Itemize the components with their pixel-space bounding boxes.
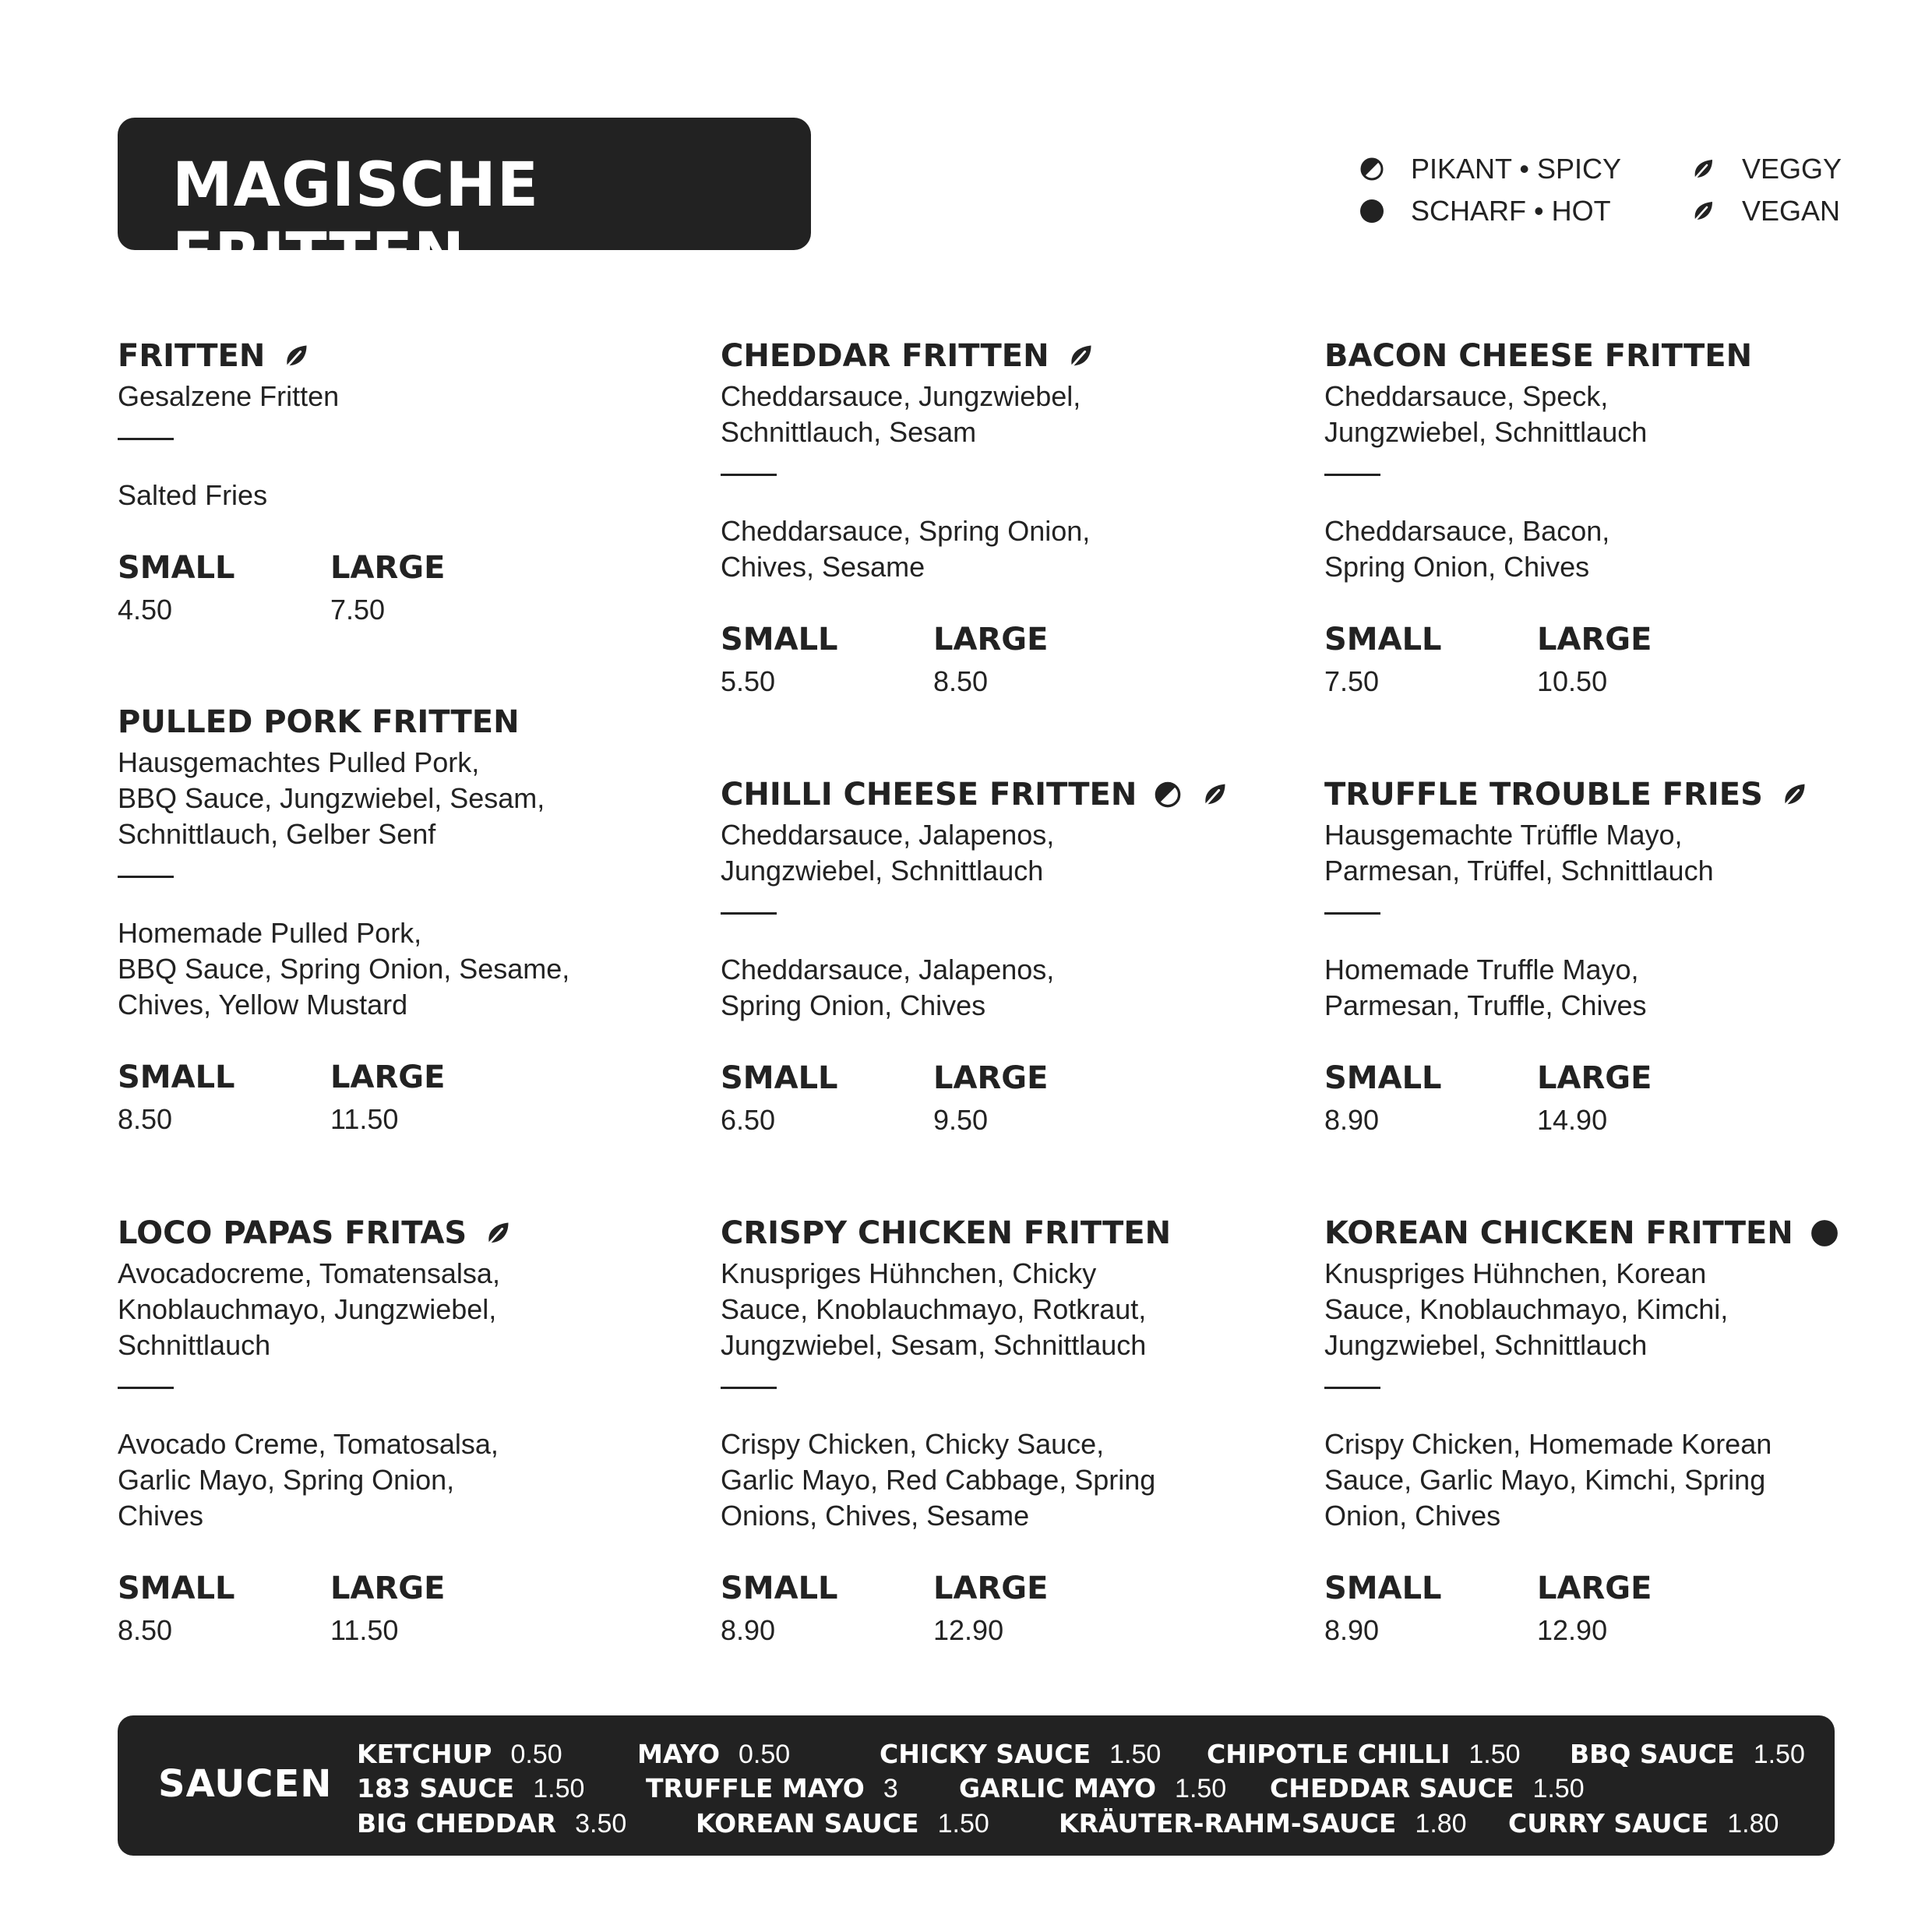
item-name: TRUFFLE TROUBLE FRIES	[1324, 774, 1870, 816]
sauce-item: CURRY SAUCE 1.80	[1508, 1808, 1779, 1839]
small-price: 8.90	[1324, 1104, 1380, 1136]
small-label: SMALL	[1324, 622, 1442, 658]
leaf-icon	[484, 1219, 512, 1247]
sauce-item: KOREAN SAUCE 1.50	[696, 1808, 989, 1839]
small-price: 4.50	[118, 594, 173, 626]
item-prices	[118, 1057, 663, 1138]
small-price: 5.50	[721, 665, 776, 697]
divider	[721, 912, 777, 915]
item-prices	[118, 1568, 663, 1649]
item-description-en: Crispy Chicken, Chicky Sauce, Garlic Mayo, Red Cabbage, Spring Onions, Chives, Sesame	[721, 1428, 1156, 1532]
item-prices	[721, 1568, 1266, 1649]
large-label: LARGE	[1537, 1060, 1652, 1096]
large-price: 9.50	[933, 1104, 989, 1136]
divider	[118, 876, 174, 878]
large-price: 11.50	[330, 1614, 399, 1646]
small-price: 8.90	[721, 1614, 776, 1646]
legend-scharf: SCHARF • HOT	[1359, 190, 1621, 232]
item-description-en: Homemade Pulled Pork, BBQ Sauce, Spring Onion, Sesame, Chives, Yellow Mustard	[118, 917, 570, 1021]
large-label: LARGE	[933, 1571, 1049, 1606]
divider	[1324, 912, 1380, 915]
small-price: 8.50	[118, 1614, 173, 1646]
half-circle-icon	[1154, 781, 1182, 809]
item-prices	[1324, 619, 1870, 700]
small-label: SMALL	[721, 622, 838, 658]
leaf-icon	[1780, 781, 1808, 809]
sauce-item: BBQ SAUCE 1.50	[1570, 1739, 1805, 1769]
large-label: LARGE	[330, 1571, 446, 1606]
large-price: 8.50	[933, 665, 989, 697]
item-description-de: Hausgemachtes Pulled Pork, BBQ Sauce, Jungzwiebel, Sesam, Schnittlauch, Gelber Senf	[118, 746, 545, 850]
menu-title: MAGISCHE FRITTEN	[172, 150, 540, 291]
divider	[721, 1387, 777, 1389]
item-name: CRISPY CHICKEN FRITTEN	[721, 1215, 1172, 1251]
large-label: LARGE	[933, 622, 1049, 658]
half-circle-icon	[1359, 157, 1384, 182]
menu-title-box	[118, 118, 811, 291]
item-description-de: Cheddarsauce, Jungzwiebel, Schnittlauch, Sesam	[721, 380, 1081, 448]
small-label: SMALL	[721, 1060, 838, 1096]
item-description-de: Knuspriges Hühnchen, Korean Sauce, Knoblauchmayo, Kimchi, Jungzwiebel, Schnittlauch	[1324, 1257, 1729, 1361]
menu-item-fritten	[118, 335, 663, 629]
small-price: 6.50	[721, 1104, 776, 1136]
legend-heat	[1359, 148, 1621, 232]
item-description-en: Homemade Truffle Mayo, Parmesan, Truffle, Chives	[1324, 954, 1647, 1021]
leaf-icon	[1200, 781, 1229, 809]
large-price: 14.90	[1537, 1104, 1608, 1136]
large-price: 12.90	[1537, 1614, 1608, 1646]
legend-vegan: VEGAN	[1690, 190, 1842, 232]
menu-item-bacon-cheese-fritten	[1324, 335, 1870, 700]
menu-item-cheddar-fritten	[721, 335, 1266, 700]
menu-item-pulled-pork-fritten	[118, 701, 663, 1138]
small-price: 7.50	[1324, 665, 1380, 697]
full-circle-icon	[1359, 199, 1384, 224]
item-name: PULLED PORK FRITTEN	[118, 704, 520, 740]
small-label: SMALL	[721, 1571, 838, 1606]
large-label: LARGE	[1537, 622, 1652, 658]
leaf-icon	[282, 342, 310, 370]
large-label: LARGE	[1537, 1571, 1652, 1606]
sauce-item: KETCHUP 0.50	[357, 1739, 562, 1769]
leaf-icon	[1066, 342, 1095, 370]
item-description-de: Cheddarsauce, Jalapenos, Jungzwiebel, Schnittlauch	[721, 819, 1055, 887]
legend-diet	[1690, 148, 1842, 232]
large-price: 11.50	[330, 1103, 399, 1135]
item-description-en: Avocado Creme, Tomatosalsa, Garlic Mayo, Spring Onion, Chives	[118, 1428, 499, 1532]
menu-item-loco-papas-fritas	[118, 1212, 663, 1649]
sauce-item: BIG CHEDDAR 3.50	[357, 1808, 627, 1839]
small-label: SMALL	[118, 550, 235, 586]
item-description-en: Crispy Chicken, Homemade Korean Sauce, Garlic Mayo, Kimchi, Spring Onion, Chives	[1324, 1428, 1772, 1532]
menu-item-truffle-trouble-fries	[1324, 774, 1870, 1139]
item-name: BACON CHEESE FRITTEN	[1324, 338, 1753, 374]
leaf-icon	[1690, 157, 1715, 182]
item-description-en: Cheddarsauce, Bacon, Spring Onion, Chives	[1324, 515, 1610, 583]
small-label: SMALL	[118, 1059, 235, 1095]
leaf-icon	[1690, 199, 1715, 224]
sauce-item: CHICKY SAUCE 1.50	[880, 1739, 1162, 1769]
sauce-item: TRUFFLE MAYO 3	[646, 1773, 898, 1803]
item-description-en: Salted Fries	[118, 479, 268, 511]
item-prices	[721, 1058, 1266, 1139]
item-description-de: Cheddarsauce, Speck, Jungzwiebel, Schnittlauch	[1324, 380, 1648, 448]
large-label: LARGE	[330, 1059, 446, 1095]
small-price: 8.90	[1324, 1614, 1380, 1646]
sauces-bar	[118, 1715, 1835, 1856]
item-prices	[1324, 1568, 1870, 1649]
legend-veggy: VEGGY	[1690, 148, 1842, 190]
item-name: LOCO PAPAS FRITAS	[118, 1212, 663, 1254]
item-description-de: Gesalzene Fritten	[118, 380, 340, 412]
sauce-item: CHIPOTLE CHILLI 1.50	[1207, 1739, 1521, 1769]
sauce-item: MAYO 0.50	[637, 1739, 791, 1769]
sauce-item: GARLIC MAYO 1.50	[959, 1773, 1227, 1803]
item-description-de: Avocadocreme, Tomatensalsa, Knoblauchmayo, Jungzwiebel, Schnittlauch	[118, 1257, 500, 1361]
large-price: 12.90	[933, 1614, 1004, 1646]
menu-item-chilli-cheese-fritten	[721, 774, 1266, 1139]
item-description-de: Hausgemachte Trüffle Mayo, Parmesan, Trüffel, Schnittlauch	[1324, 819, 1714, 887]
divider	[118, 438, 174, 440]
item-description-de: Knuspriges Hühnchen, Chicky Sauce, Knoblauchmayo, Rotkraut, Jungzwiebel, Sesam, Schnittlauch	[721, 1257, 1147, 1361]
large-price: 7.50	[330, 594, 386, 626]
menu-item-crispy-chicken-fritten	[721, 1212, 1266, 1649]
item-prices	[118, 548, 663, 629]
item-description-en: Cheddarsauce, Spring Onion, Chives, Sesame	[721, 515, 1091, 583]
large-price: 10.50	[1537, 665, 1608, 697]
item-name: CHILLI CHEESE FRITTEN	[721, 774, 1266, 816]
item-description-en: Cheddarsauce, Jalapenos, Spring Onion, Chives	[721, 954, 1055, 1021]
item-prices	[1324, 1058, 1870, 1139]
sauces-title: SAUCEN	[158, 1762, 333, 1806]
sauce-item: CHEDDAR SAUCE 1.50	[1270, 1773, 1585, 1803]
sauce-item: KRÄUTER-RAHM-SAUCE 1.80	[1059, 1808, 1467, 1839]
large-label: LARGE	[330, 550, 446, 586]
sauce-item: 183 SAUCE 1.50	[357, 1773, 585, 1803]
small-price: 8.50	[118, 1103, 173, 1135]
divider	[721, 474, 777, 476]
item-name: FRITTEN	[118, 335, 663, 377]
menu-item-korean-chicken-fritten	[1324, 1212, 1870, 1649]
large-label: LARGE	[933, 1060, 1049, 1096]
divider	[118, 1387, 174, 1389]
divider	[1324, 1387, 1380, 1389]
item-name: CHEDDAR FRITTEN	[721, 335, 1266, 377]
small-label: SMALL	[1324, 1060, 1442, 1096]
item-name: KOREAN CHICKEN FRITTEN	[1324, 1212, 1870, 1254]
small-label: SMALL	[118, 1571, 235, 1606]
small-label: SMALL	[1324, 1571, 1442, 1606]
full-circle-icon	[1810, 1219, 1839, 1247]
item-prices	[721, 619, 1266, 700]
divider	[1324, 474, 1380, 476]
legend-pikant: PIKANT • SPICY	[1359, 148, 1621, 190]
